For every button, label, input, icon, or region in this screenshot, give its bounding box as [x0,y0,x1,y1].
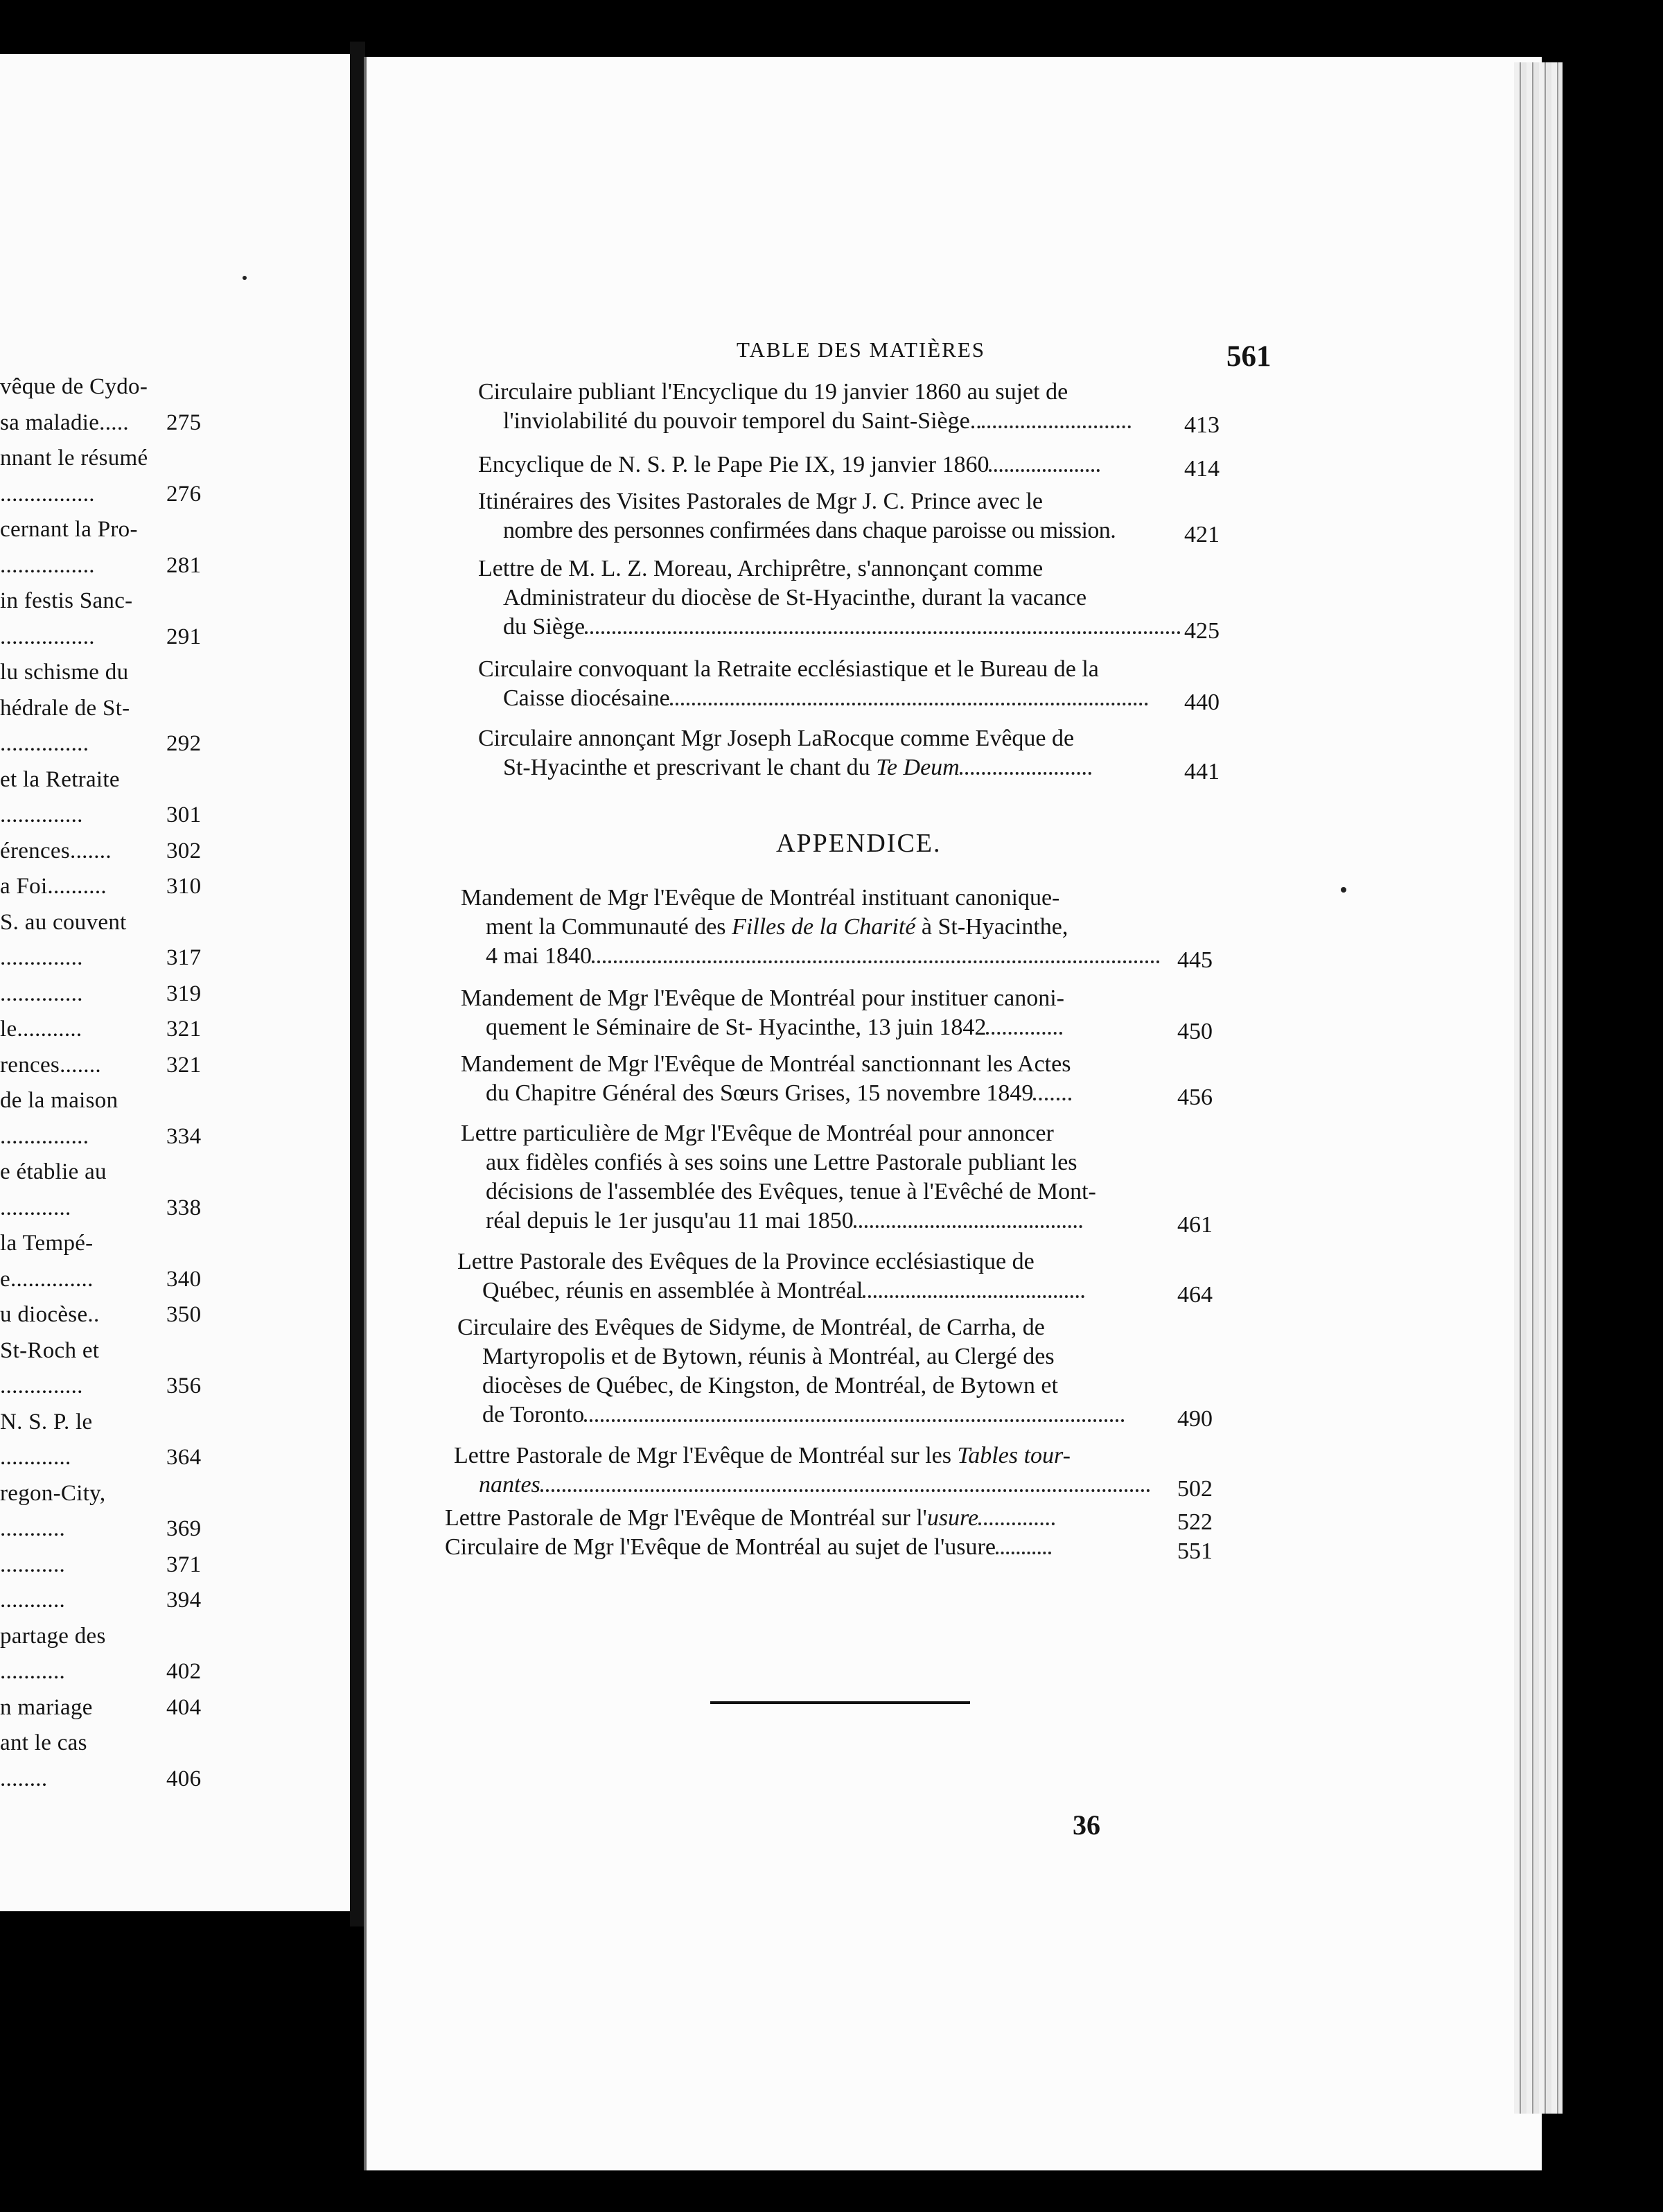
end-rule [710,1701,970,1704]
left-toc-page: 321 [166,1017,202,1042]
left-toc-text: de la maison [0,1088,118,1113]
toc-entry [478,450,1220,480]
toc-entry [478,554,1220,642]
entry-line: Lettre Pastorale de Mgr l'Evêque de Montréal sur les Tables tour- [454,1443,1071,1468]
left-toc-text: érences....... [0,839,112,863]
entry-page: 441 [1184,759,1220,784]
entry-line: décisions de l'assemblée des Evêques, tenue à l'Evêché de Mont- [486,1179,1096,1204]
entry-line: Mandement de Mgr l'Evêque de Montréal pour instituer canoni- [461,985,1064,1011]
ink-speck [243,276,247,280]
entry-line: Administrateur du diocèse de St-Hyacinthe, durant la vacance [503,585,1087,611]
entry-line: Circulaire des Evêques de Sidyme, de Montréal, de Carrha, de [457,1315,1045,1340]
left-toc-text: ........... [0,1588,66,1613]
left-toc-text: nnant le résumé [0,446,148,471]
left-toc-text: ............... [0,1124,89,1149]
left-toc-page: 317 [166,945,202,970]
book-gutter [350,42,365,1926]
toc-entry [478,487,1220,545]
left-toc-text: in festis Sanc- [0,588,133,613]
left-toc-text: la Tempé- [0,1231,94,1256]
left-toc-page: 301 [166,802,202,827]
left-toc-text: e.............. [0,1267,94,1292]
left-toc-page: 319 [166,981,202,1006]
left-toc-page: 276 [166,482,202,507]
left-toc-page: 340 [166,1267,202,1292]
entry-page: 413 [1184,412,1220,438]
left-toc-page: 275 [166,410,202,435]
entry-line: 4 mai 1840 445 [461,942,1213,971]
left-toc-text: rences....... [0,1053,101,1078]
left-toc-page: 369 [166,1516,202,1541]
entry-page: 522 [1177,1509,1213,1535]
entry-line: Itinéraires des Visites Pastorales de Mgr J. C. Prince avec le [478,489,1044,514]
entry-line: quement le Séminaire de St- Hyacinthe, 13 juin 1842 450 [461,1013,1213,1042]
left-toc-page: 321 [166,1053,202,1078]
entry-line: Circulaire de Mgr l'Evêque de Montréal au sujet de l'usure 551 [445,1533,1213,1562]
background-margin [1563,97,1663,2079]
page-number: 561 [1226,340,1272,373]
left-toc-text: e établie au [0,1159,107,1184]
appendix-entry [461,984,1213,1042]
left-toc-text: ........... [0,1552,66,1577]
toc-entry [478,655,1220,713]
appendix-title: APPENDICE. [776,829,942,858]
entry-line: Lettre Pastorale des Evêques de la Province ecclésiastique de [457,1249,1035,1274]
left-toc-text: ant le cas [0,1730,87,1755]
toc-entry [478,724,1220,782]
toc-entry [478,378,1220,436]
entry-page: 425 [1184,618,1220,644]
left-toc-text: .............. [0,802,83,827]
appendix-entry [445,1533,1213,1562]
left-toc-text: sa maladie..... [0,410,129,435]
appendix-entry [461,884,1213,971]
appendix-entry [461,1119,1213,1236]
entry-line: Caisse diocésaine 440 [478,684,1220,713]
entry-line: St-Hyacinthe et prescrivant le chant du Te Deum 441 [478,753,1220,782]
appendix-entry [461,1050,1213,1108]
left-toc-page: 394 [166,1588,202,1613]
left-toc-page: 281 [166,553,202,578]
entry-line: Circulaire publiant l'Encyclique du 19 janvier 1860 au sujet de [478,379,1068,405]
entry-line: de Toronto 490 [457,1401,1213,1430]
left-facing-page [0,54,354,1911]
entry-line: Mandement de Mgr l'Evêque de Montréal instituant canonique- [461,885,1060,911]
entry-line: Circulaire convoquant la Retraite ecclésiastique et le Bureau de la [478,656,1099,682]
left-toc-text: ........... [0,1659,66,1684]
entry-page: 551 [1177,1538,1213,1564]
entry-line: l'inviolabilité du pouvoir temporel du Saint-Siège.. 413 [478,407,1220,436]
entry-line: diocèses de Québec, de Kingston, de Montréal, de Bytown et [482,1373,1058,1398]
left-toc-page: 356 [166,1373,202,1398]
left-toc-page: 292 [166,731,202,756]
entry-line: nombre des personnes confirmées dans chaque paroisse ou mission. 421 [478,516,1220,545]
left-toc-text: a Foi.......... [0,874,107,899]
left-toc-text: N. S. P. le [0,1410,93,1434]
left-toc-text: partage des [0,1624,106,1649]
entry-line: Martyropolis et de Bytown, réunis à Montréal, au Clergé des [482,1344,1055,1369]
appendix-entry [457,1313,1213,1430]
right-page [364,57,1542,2170]
left-toc-text: u diocèse.. [0,1302,100,1327]
entry-page: 461 [1177,1212,1213,1238]
left-toc-page: 302 [166,839,202,863]
entry-page: 464 [1177,1282,1213,1308]
left-toc-text: S. au couvent [0,910,127,935]
left-toc-page: 364 [166,1445,202,1470]
left-toc-text: et la Retraite [0,767,120,792]
left-toc-text: ................ [0,624,95,649]
entry-page: 440 [1184,690,1220,715]
left-toc-text: le........... [0,1017,82,1042]
entry-page: 456 [1177,1085,1213,1110]
left-toc-page: 371 [166,1552,202,1577]
entry-line: Mandement de Mgr l'Evêque de Montréal sanctionnant les Actes [461,1051,1071,1077]
entry-page: 502 [1177,1476,1213,1502]
left-toc-text: hédrale de St- [0,696,130,721]
entry-page: 421 [1184,522,1220,547]
entry-line: Lettre de M. L. Z. Moreau, Archiprêtre, s'annonçant comme [478,556,1044,581]
entry-page: 414 [1184,456,1220,482]
entry-line: Québec, réunis en assemblée à Montréal 464 [457,1276,1213,1306]
left-toc-text: .............. [0,945,83,970]
left-toc-text: regon-City, [0,1481,106,1506]
appendix-entry [457,1247,1213,1306]
left-toc-text: ............... [0,731,89,756]
left-toc-text: lu schisme du [0,660,129,685]
left-toc-text: n mariage [0,1695,93,1720]
entry-line: ment la Communauté des Filles de la Charité à St-Hyacinthe, [486,914,1068,940]
stacked-page-edges [1514,62,1563,2114]
ink-speck [1341,887,1346,893]
entry-line: Encyclique de N. S. P. le Pape Pie IX, 19 janvier 1860 414 [478,450,1220,480]
left-toc-text: vêque de Cydo- [0,374,148,399]
left-toc-text: .............. [0,1373,83,1398]
signature-mark: 36 [1073,1809,1100,1841]
entry-line: Lettre particulière de Mgr l'Evêque de Montréal pour annoncer [461,1121,1054,1146]
left-toc-page: 291 [166,624,202,649]
page-edge-shadow [364,57,367,2170]
appendix-entry [445,1504,1213,1533]
left-toc-text: ............ [0,1195,71,1220]
left-toc-page: 350 [166,1302,202,1327]
left-toc-text: ............ [0,1445,71,1470]
entry-line: aux fidèles confiés à ses soins une Lettre Pastorale publiant les [486,1150,1077,1175]
left-toc-text: .............. [0,981,83,1006]
entry-page: 445 [1177,947,1213,973]
appendix-entry [454,1441,1213,1500]
entry-page: 490 [1177,1406,1213,1432]
entry-page: 450 [1177,1019,1213,1044]
left-toc-text: ........ [0,1766,48,1791]
left-toc-text: ................ [0,482,95,507]
left-toc-text: ........... [0,1516,66,1541]
running-head: TABLE DES MATIÈRES [737,337,986,362]
left-toc-page: 406 [166,1766,202,1791]
left-toc-text: St-Roch et [0,1338,100,1363]
left-toc-page: 402 [166,1659,202,1684]
entry-line: Circulaire annonçant Mgr Joseph LaRocque comme Evêque de [478,726,1075,751]
entry-line: réal depuis le 1er jusqu'au 11 mai 1850 461 [461,1206,1213,1236]
entry-line: Lettre Pastorale de Mgr l'Evêque de Montréal sur l'usure 522 [445,1504,1213,1533]
entry-line: nantes 502 [454,1471,1213,1500]
left-toc-page: 310 [166,874,202,899]
left-toc-page: 338 [166,1195,202,1220]
left-toc-text: ................ [0,553,95,578]
left-toc-text: cernant la Pro- [0,517,138,542]
left-toc-page: 404 [166,1695,202,1720]
left-toc-page: 334 [166,1124,202,1149]
entry-line: du Siège 425 [478,613,1220,642]
entry-line: du Chapitre Général des Sœurs Grises, 15 novembre 1849 456 [461,1079,1213,1108]
